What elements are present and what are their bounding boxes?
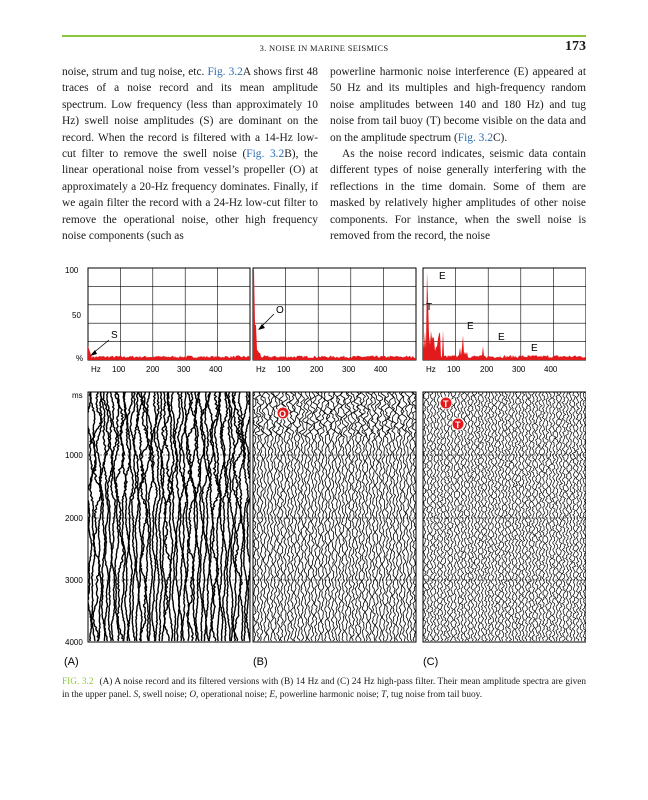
- caption-text: , powerline harmonic noise;: [275, 690, 382, 700]
- tug-noise-marker-2-label: T: [455, 420, 461, 430]
- caption-o: O: [189, 690, 197, 700]
- annotation-powerline-3: E: [498, 332, 505, 343]
- time-tick-1000: 1000: [65, 451, 83, 460]
- x-tick-a-100: 100: [112, 365, 126, 374]
- x-tick-c-200: 200: [480, 365, 494, 374]
- fig-link[interactable]: Fig. 3.2: [457, 131, 493, 144]
- x-unit-b: Hz: [256, 365, 266, 374]
- spectrum-panel-c: [423, 268, 586, 360]
- time-tick-4000: 4000: [65, 638, 83, 647]
- annotation-powerline-4: E: [531, 343, 538, 354]
- spectrum-y-tick-50: 50: [72, 311, 81, 320]
- spectrum-panel-a: [88, 268, 250, 360]
- caption-text: (A) A noise record and its filtered versions with (B) 14 Hz and (C) 24 Hz high-pass filter. Their mean amplitude spectra are given in the upper panel.: [62, 677, 586, 700]
- annotation-powerline-2: E: [467, 321, 474, 332]
- x-tick-c-400: 400: [544, 365, 558, 374]
- text-run: A shows first 48 traces of a noise record and its mean amplitude spectrum. Low frequency (less than approximately 10 Hz) swell noise amplitudes (S) are dominant on the record. When the record is filtered with a 14-Hz low-cut filter to remove the swell noise (: [62, 66, 318, 161]
- x-unit-c: Hz: [426, 365, 436, 374]
- x-unit-a: Hz: [91, 365, 101, 374]
- right-paragraph-1: [330, 64, 586, 146]
- figure-caption: [62, 676, 586, 702]
- x-tick-b-400: 400: [374, 365, 388, 374]
- tug-noise-marker-1-label: T: [443, 399, 449, 409]
- fig-link[interactable]: Fig. 3.2: [207, 66, 243, 78]
- figure-3-2: [62, 262, 586, 672]
- right-paragraph-2: As the noise record indicates, seismic data contain different types of noise generally interfering with the reflections in the time domain. Some of them are masked by relatively higher amplitudes of other noise components. For instance, when the swell noise is removed from the record, the noise: [330, 148, 586, 243]
- annotation-swell: S: [111, 330, 118, 341]
- x-tick-a-400: 400: [209, 365, 223, 374]
- x-tick-a-200: 200: [146, 365, 160, 374]
- x-tick-b-300: 300: [342, 365, 356, 374]
- x-tick-a-300: 300: [177, 365, 191, 374]
- caption-t: T: [381, 690, 387, 700]
- text-run: B), the linear operational noise from vessel’s propeller (O) at approximately a 20-Hz frequency dominates. Finally, if we again filter the record with a 24-Hz low-cut filter to remove the operational noise, other high frequency noise components (such as: [62, 148, 318, 243]
- panel-label-c: (C): [423, 656, 439, 668]
- x-tick-b-100: 100: [277, 365, 291, 374]
- text-run: C).: [492, 131, 508, 144]
- annotation-operational: O: [276, 305, 284, 316]
- figure-graphic: [62, 262, 586, 672]
- caption-text: , operational noise;: [196, 690, 270, 700]
- left-paragraph: [62, 64, 318, 244]
- text-run: powerline harmonic noise interference (E) appeared at 50 Hz and its multiples and high-frequency random noise amplitudes between 140 and 180 Hz) and tug noise from tail buoy (T) become visible on the data and on the amplitude spectrum (: [330, 66, 586, 144]
- left-column: [62, 64, 318, 244]
- time-tick-2000: 2000: [65, 514, 83, 523]
- spectrum-y-tick-percent: %: [76, 354, 84, 363]
- page-number: 173: [565, 39, 586, 54]
- annotation-powerline-1: E: [439, 271, 446, 282]
- time-tick-3000: 3000: [65, 576, 83, 585]
- fig-link[interactable]: Fig. 3.2: [246, 148, 285, 161]
- x-tick-c-300: 300: [512, 365, 526, 374]
- text-run: noise, strum and tug noise, etc.: [62, 66, 208, 78]
- caption-label: FIG. 3.2: [62, 677, 94, 687]
- caption-e: E: [269, 690, 276, 700]
- right-column: [330, 64, 586, 244]
- x-tick-b-200: 200: [310, 365, 324, 374]
- panel-label-b: (B): [253, 656, 268, 668]
- header-rule: [62, 35, 586, 37]
- x-tick-c-100: 100: [447, 365, 461, 374]
- annotation-tug-spectrum: T: [426, 302, 433, 313]
- running-head: [62, 40, 586, 56]
- panel-label-a: (A): [64, 656, 79, 668]
- operational-noise-marker-label: O: [279, 409, 287, 419]
- caption-s: S: [133, 690, 139, 700]
- time-unit: ms: [72, 391, 83, 400]
- running-title: 3. NOISE IN MARINE SEISMICS: [259, 43, 389, 53]
- caption-text: , swell noise;: [138, 690, 190, 700]
- spectrum-y-tick-100: 100: [65, 266, 79, 275]
- caption-text: , tug noise from tail buoy.: [386, 690, 483, 700]
